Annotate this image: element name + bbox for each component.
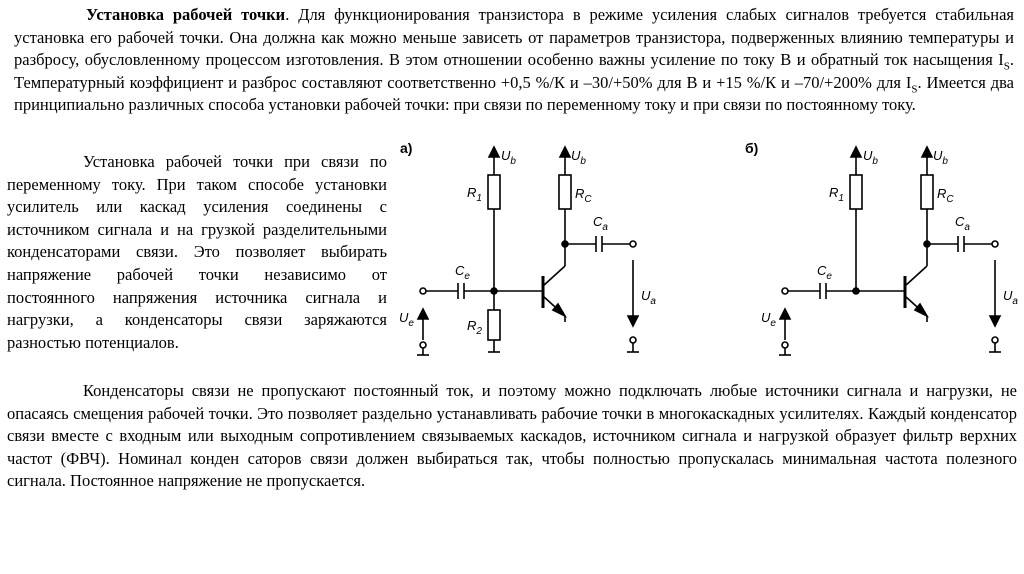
svg-text:Ub: $U_b$: [933, 148, 948, 167]
coupling-capacitors-paragraph: Конденсаторы связи не пропускают постоянный ток, и поэтому можно подключать любые источники сигнала и нагрузки, не опасаясь смещения рабочей точки. Это позволяет раздельно устанавливать рабочие точки в многокаскадных усилителях. Каждый конденсатор связи вместе с входным или выходным сопротивлением связываемых каскадов, источником сигнала и нагрузкой образует фильтр верхних частот (ФВЧ). Номинал конден саторов связи должен выбираться так, чтобы полностью пропускалась минимальная частота полезного сигнала. Постоянное напряжение не пропускается.: [7, 381, 1017, 491]
section-title: Установка рабочей точки: [86, 5, 286, 24]
svg-text:Ca: $C_a$: [955, 214, 970, 233]
svg-text:Ce: $C_e$: [817, 263, 832, 282]
svg-text:R1: $R_1$: [467, 185, 482, 204]
resistor-r1-b: [850, 175, 862, 209]
svg-text:Ua: $U_a$: [641, 288, 656, 307]
circuit-diagrams: [395, 140, 1024, 370]
svg-text:Ub: $U_b$: [863, 148, 878, 167]
svg-text:RC: $R_C$: [575, 186, 592, 205]
resistor-rc: [559, 175, 571, 209]
svg-text:Ue: $U_e$: [761, 310, 776, 329]
svg-text:Ue: $U_e$: [399, 310, 414, 329]
svg-text:R1: $R_1$: [829, 185, 844, 204]
svg-text:Ca: $C_a$: [593, 214, 608, 233]
resistor-r1: [488, 175, 500, 209]
circuit-b-labels: [745, 140, 1018, 329]
svg-text:RC: $R_C$: [937, 186, 954, 205]
svg-text:R2: $R_2$: [467, 318, 482, 337]
svg-text:Ce: $C_e$: [455, 263, 470, 282]
svg-text:Ub: $U_b$: [571, 148, 586, 167]
resistor-r2: [488, 310, 500, 340]
circuit-b: [779, 147, 1001, 355]
circuit-a: [417, 147, 639, 355]
svg-text:Ua: $U_a$: [1003, 288, 1018, 307]
circuit-a-labels: [399, 140, 656, 337]
circuit-a-tag: а): [400, 140, 413, 156]
svg-text:Ub: $U_b$: [501, 148, 516, 167]
ac-coupling-paragraph: Установка рабочей точки при связи по переменному току. При таком способе установки усилитель или каскад усиления соединены с источником сигнала и на грузкой разделительными конденсаторами связи. Это позволяет выбирать напряжение рабочей точки независимо от постоянного напряжения источника сигнала и нагрузки, а конденсаторы связи заряжаются разностью потенциалов.: [7, 152, 387, 352]
circuit-b-tag: б): [745, 140, 759, 156]
resistor-rc-b: [921, 175, 933, 209]
intro-paragraph: Установка рабочей точки. Для функционирования транзистора в режиме усиления слабых сигналов требуется стабильная установка его рабочей точки. Она должна как можно меньше зависеть от параметров транзистора, подверженных влиянию температуры и разбросу, обусловленному процессом изготовления. В этом отношении особенно важны усиление по току B и обратный ток насыщения $I_S$. Температурный коэффициент и разброс составляют соответственно +0,5 %/К и –30/+50% для B и +15 %/К и –70/+200% для $I_S$. Имеется два принципиально различных способа установки рабочей точки: при связи по переменному току и при связи по постоянному току.: [14, 5, 1014, 115]
